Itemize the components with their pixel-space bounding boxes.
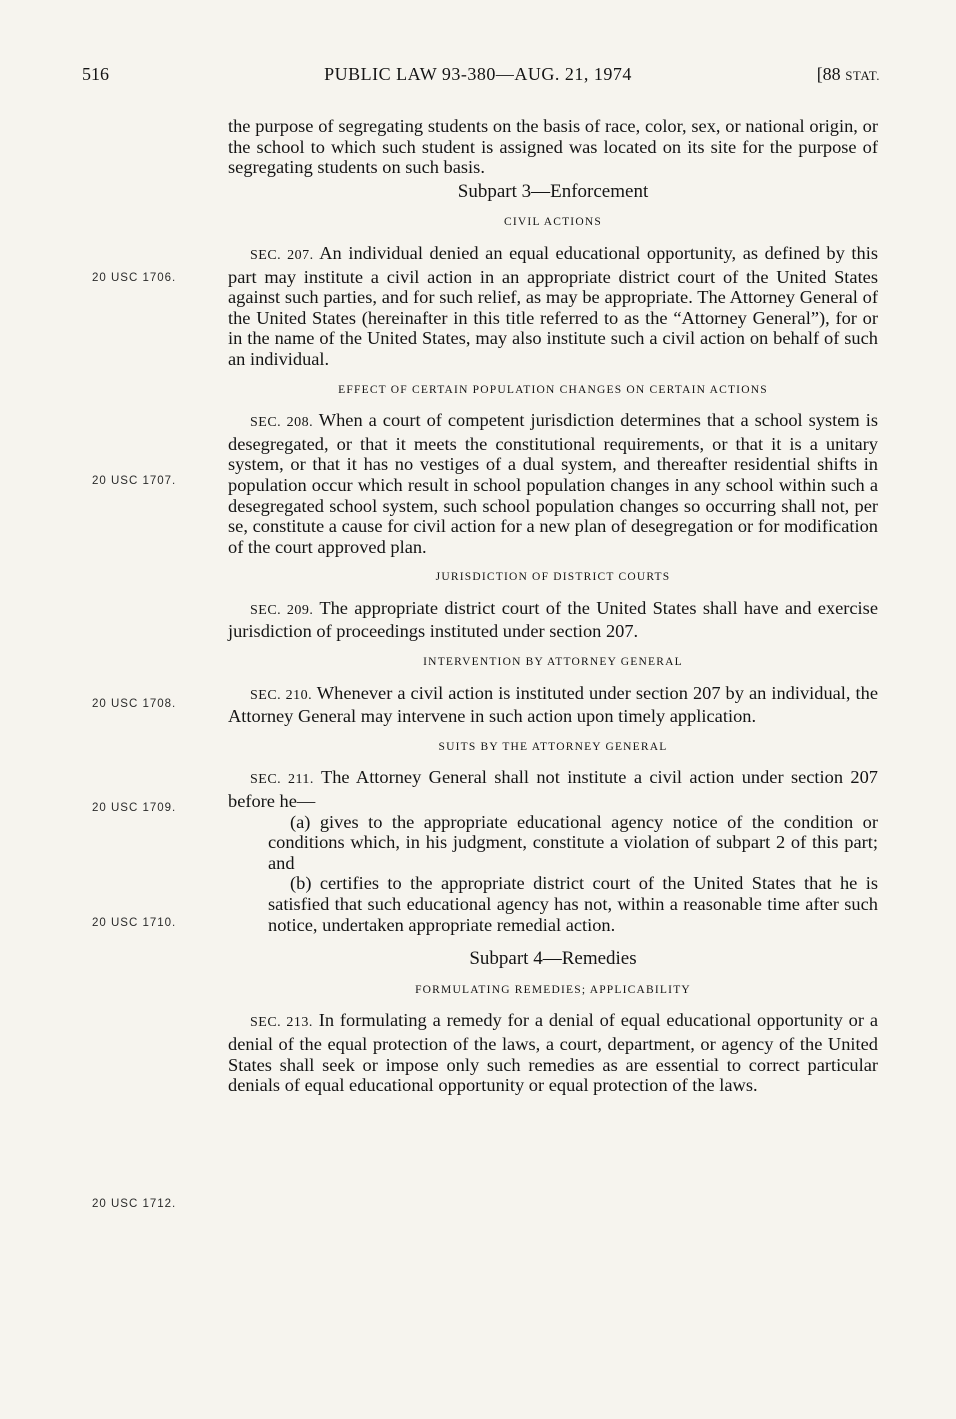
section-208 [228,410,878,557]
section-208-text: When a court of competent jurisdiction determines that a school system is desegregated, or that it meets the constitutional requirements, or that it is a unitary system, or that it has no vestiges of a dual system, and thereafter residential shifts in population occur which result in school population changes in any school within such a desegregated school system, such school population changes so occurring shall not, per se, constitute a cause for civil action for a new plan of desegregation or for modification of the court approved plan. [228,410,878,557]
section-209-text: The appropriate district court of the United States shall have and exercise jurisdiction of proceedings instituted under section 207. [228,597,878,642]
heading-suits: SUITS BY THE ATTORNEY GENERAL [438,740,668,753]
section-208-label: SEC. 208. [250,415,314,431]
section-211 [228,767,878,811]
subpart-3-heading: Subpart 3—Enforcement [457,180,649,202]
heading-civil-actions: CIVIL ACTIONS [504,216,602,229]
margin-note-usc-1708: 20 USC 1708. [92,698,177,710]
heading-population-changes: EFFECT OF CERTAIN POPULATION CHANGES ON CERTAIN ACTIONS [338,383,768,396]
section-207-text: An individual denied an equal educational opportunity, as defined by this part may institute a civil action in an appropriate district court of the United States against such parties, and for such relief, as may be appropriate. The Attorney General of the United States (hereinafter in this title referred to as the “Attorney General”), for or in the name of the United States, may also institute such a civil action on behalf of such an individual. [228,242,878,369]
section-209-label: SEC. 209. [250,602,314,618]
running-title: PUBLIC LAW 93-380—AUG. 21, 1974 [324,64,632,84]
margin-note-usc-1707: 20 USC 1707. [92,475,177,487]
stat-prefix: [88 [816,64,846,84]
margin-note-usc-1712: 20 USC 1712. [92,1198,177,1210]
section-209 [228,598,878,642]
section-213-text: In formulating a remedy for a denial of equal educational opportunity or a denial of the equal protection of the laws, a court, department, or agency of the United States shall seek or impose only such remedies as are essential to correct particular denials of equal educational opportunity or equal protection of the laws. [228,1010,878,1096]
page-header [0,64,956,92]
margin-note-usc-1706: 20 USC 1706. [92,272,177,284]
stat-label: STAT. [845,68,880,83]
section-210 [228,683,878,727]
statute-reference [817,64,880,85]
section-213 [228,1010,878,1095]
section-207 [228,243,878,370]
section-211-label: SEC. 211. [250,772,314,788]
section-211-text: The Attorney General shall not institute a civil action under section 207 before he— [228,767,878,812]
document-body [228,116,878,1096]
section-210-label: SEC. 210. [250,687,313,703]
section-210-text: Whenever a civil action is instituted under section 207 by an individual, the Attorney General may intervene in such action upon timely application. [228,682,878,727]
heading-formulating-remedies: FORMULATING REMEDIES; APPLICABILITY [415,983,691,996]
continuation-paragraph: the purpose of segregating students on the basis of race, color, sex, or national origin, or the school to which such student is assigned was located on its site for the purpose of segregating students on such basis. [228,116,878,178]
section-211-item-a: (a) gives to the appropriate educational agency notice of the condition or conditions which, in his judgment, constitute a violation of subpart 2 of this part; and [268,811,878,873]
subpart-4-heading: Subpart 4—Remedies [469,948,637,970]
section-207-label: SEC. 207. [250,247,314,263]
section-213-label: SEC. 213. [250,1015,313,1031]
margin-note-usc-1709: 20 USC 1709. [92,802,177,814]
heading-jurisdiction: JURISDICTION OF DISTRICT COURTS [435,571,671,584]
heading-intervention: INTERVENTION BY ATTORNEY GENERAL [423,656,683,669]
section-211-item-b: (b) certifies to the appropriate district court of the United States that he is satisfied that such educational agency has not, within a reasonable time after such notice, undertaken appropriate remedial action. [268,873,878,935]
page-number: 516 [82,64,109,84]
margin-note-usc-1710: 20 USC 1710. [92,917,177,929]
